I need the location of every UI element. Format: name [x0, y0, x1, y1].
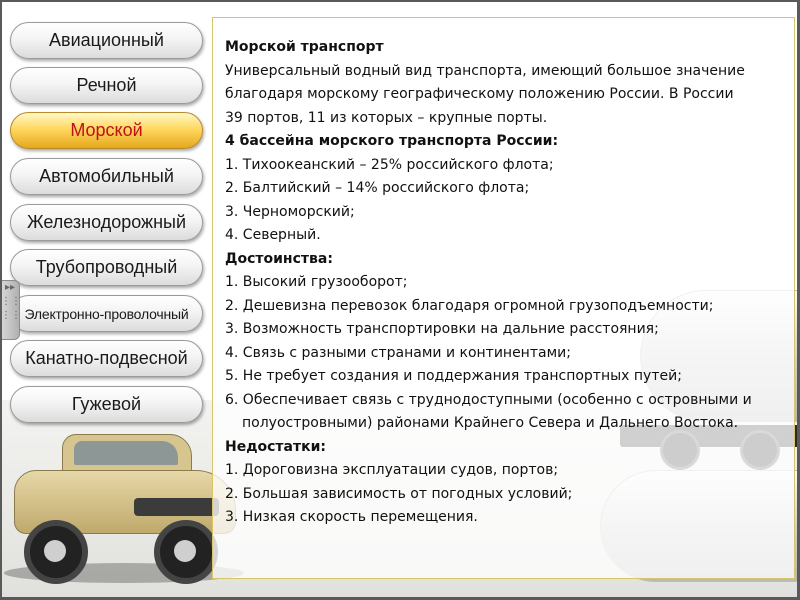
grip-handle-icon[interactable]: ▸▸ ⋮⋮ ⋮⋮ — [0, 280, 20, 340]
menu-button-road[interactable]: Автомобильный — [10, 158, 203, 195]
menu-button-cableway[interactable]: Канатно-подвесной — [10, 340, 203, 377]
advantage-item: 4. Связь с разными странами и континентами; — [225, 344, 571, 361]
disadvantage-item: 3. Низкая скорость перемещения. — [225, 509, 478, 525]
intro-line: Универсальный водный вид транспорта, имеющий большое значение — [225, 62, 745, 79]
advantages-heading: Достоинства: — [225, 250, 333, 267]
menu-button-aviation[interactable]: Авиационный — [10, 22, 203, 59]
menu-button-river[interactable]: Речной — [10, 67, 203, 104]
disadvantage-item: 2. Большая зависимость от погодных условий; — [225, 485, 573, 502]
disadvantage-item: 1. Дороговизна эксплуатации судов, портов; — [225, 462, 559, 478]
menu-button-railway[interactable]: Железнодорожный — [10, 204, 203, 241]
advantage-item: 1. Высокий грузооборот; — [225, 274, 408, 290]
menu-button-electric[interactable]: Электронно-проволочный — [10, 295, 203, 332]
basin-item: 2. Балтийский – 14% российского флота; — [225, 180, 530, 196]
basin-item: 1. Тихоокеанский – 25% российского флота; — [225, 156, 554, 173]
basins-heading: 4 бассейна морского транспорта России: — [225, 133, 559, 149]
content-title: Морской транспорт — [225, 39, 384, 55]
advantage-item: 6. Обеспечивает связь с труднодоступными (особенно с островными и — [225, 391, 752, 408]
disadvantages-heading: Недостатки: — [225, 438, 327, 455]
advantage-item: 2. Дешевизна перевозок благодаря огромной грузоподъемности; — [225, 297, 714, 314]
advantage-item: 3. Возможность транспортировки на дальние расстояния; — [225, 321, 659, 337]
basin-item: 3. Черноморский; — [225, 203, 355, 220]
basin-item: 4. Северный. — [225, 227, 321, 243]
menu-button-sea[interactable]: Морской — [10, 112, 203, 149]
intro-line: 39 портов, 11 из которых – крупные порты. — [225, 109, 548, 126]
menu-button-pipeline[interactable]: Трубопроводный — [10, 249, 203, 286]
advantage-item-continuation: полуостровными) районами Крайнего Севера и Дальнего Востока. — [242, 415, 739, 431]
menu-button-horse-drawn[interactable]: Гужевой — [10, 386, 203, 423]
advantage-item: 5. Не требует создания и поддержания транспортных путей; — [225, 368, 682, 384]
intro-line: благодаря морскому географическому положению России. В России — [225, 86, 734, 102]
